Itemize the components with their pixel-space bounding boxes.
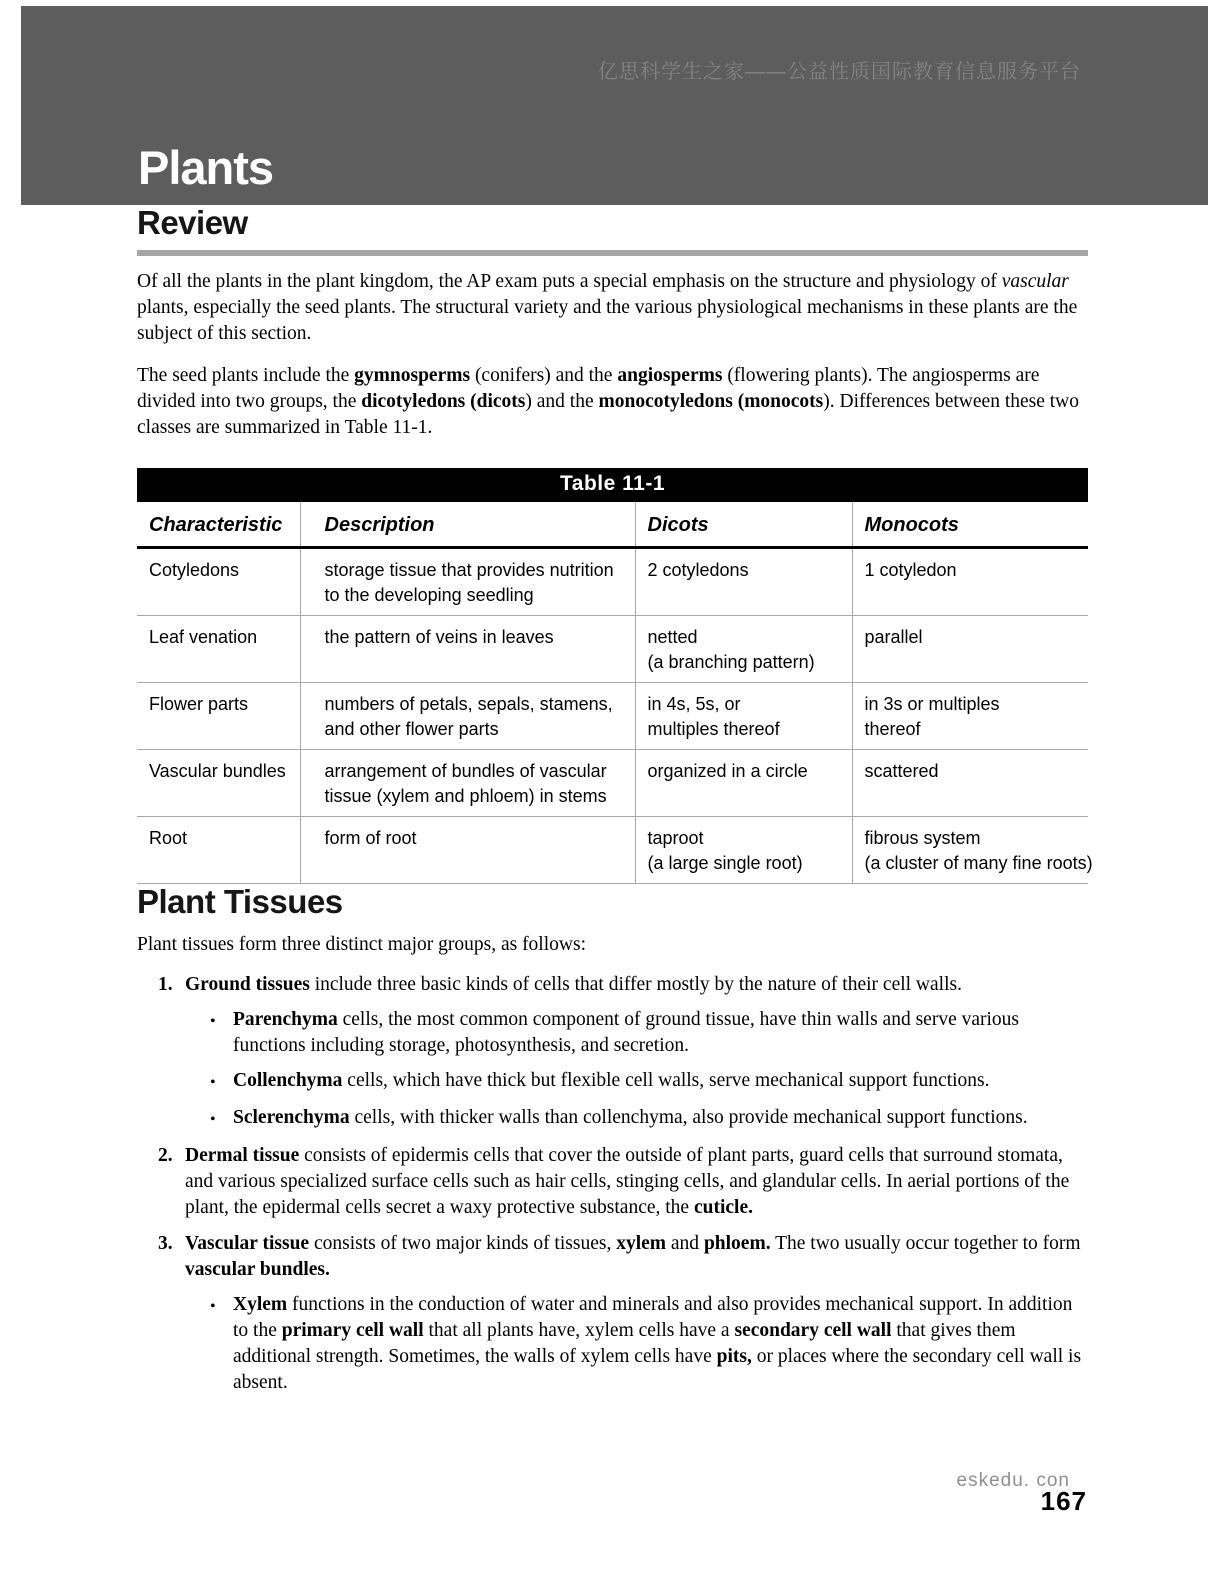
tissues-list bbox=[137, 972, 1088, 1396]
cell-dicots: in 4s, 5s, or multiples thereof bbox=[635, 683, 852, 750]
column-header-description: Description bbox=[300, 502, 635, 548]
bullet-icon: • bbox=[210, 1111, 216, 1128]
bullet-icon: • bbox=[210, 1074, 216, 1091]
review-paragraph: The seed plants include the gymnosperms (conifers) and the angiosperms (flowering plants). The angiosperms are divided into two groups, the dicotyledons (dicots) and the monocotyledons (monocots). Differences between these two classes are summarized in Table 11-1. bbox=[137, 365, 1080, 438]
table-title-row bbox=[137, 468, 1088, 502]
list-item-number: 3. bbox=[158, 1233, 173, 1254]
cell-characteristic: Cotyledons bbox=[149, 560, 240, 580]
cell-dicots: 2 cotyledons bbox=[635, 548, 852, 616]
bullet-item bbox=[137, 1292, 1088, 1396]
review-heading: Review bbox=[137, 204, 248, 241]
cell-dicots: taproot (a large single root) bbox=[635, 817, 852, 884]
table-row bbox=[137, 750, 1088, 817]
cell-monocots: in 3s or multiples thereof bbox=[852, 683, 1088, 750]
bullet-icon: • bbox=[210, 1298, 216, 1315]
cell-description: form of root bbox=[300, 817, 635, 884]
cell-characteristic: Vascular bundles bbox=[137, 750, 300, 817]
cell-description: numbers of petals, sepals, stamens, and other flower parts bbox=[300, 683, 635, 750]
list-item-text: Dermal tissue consists of epidermis cells that cover the outside of plant parts, guard cells that surround stomata, and various specialized surface cells such as hair cells, stinging cells, and glandular cells. In aerial portions of the plant, the epidermal cells secret a waxy protective substance, the cuticle. bbox=[185, 1145, 1070, 1218]
heading-rule bbox=[137, 250, 1088, 256]
bullet-item bbox=[137, 1068, 1088, 1096]
column-header-characteristic: Characteristic bbox=[137, 502, 300, 548]
cell-dicots: organized in a circle bbox=[635, 750, 852, 817]
bullet-item bbox=[137, 1105, 1088, 1133]
plant-tissues-intro: Plant tissues form three distinct major groups, as follows: bbox=[137, 934, 586, 955]
table-row bbox=[137, 616, 1088, 683]
list-item-number: 2. bbox=[158, 1145, 173, 1166]
table-column-header-row bbox=[137, 502, 1088, 548]
cell-dicots: netted (a branching pattern) bbox=[635, 616, 852, 683]
cell-description: the pattern of veins in leaves bbox=[300, 616, 635, 683]
table-11-1 bbox=[137, 468, 1093, 884]
column-header-monocots: Monocots bbox=[852, 502, 1088, 548]
column-header-dicots: Dicots bbox=[635, 502, 852, 548]
cell-characteristic: Leaf venation bbox=[137, 616, 300, 683]
list-item-text: Ground tissues include three basic kinds of cells that differ mostly by the nature of their cell walls. bbox=[185, 974, 962, 995]
bullet-item-text: Collenchyma cells, which have thick but flexible cell walls, serve mechanical support functions. bbox=[233, 1070, 990, 1091]
cell-description: arrangement of bundles of vascular tissue (xylem and phloem) in stems bbox=[300, 750, 635, 817]
list-item bbox=[137, 1231, 1088, 1283]
bullet-icon: • bbox=[210, 1013, 216, 1030]
cell-monocots: parallel bbox=[852, 616, 1088, 683]
footer-site-name: eskedu. con bbox=[956, 1470, 1070, 1491]
table-row bbox=[137, 817, 1088, 884]
table-row bbox=[137, 548, 1088, 616]
bullet-item-text: Parenchyma cells, the most common component of ground tissue, have thin walls and serve various functions including storage, photosynthesis, and secretion. bbox=[233, 1009, 1019, 1056]
cell-characteristic: Flower parts bbox=[137, 683, 300, 750]
plant-tissues-heading: Plant Tissues bbox=[137, 883, 343, 920]
list-item bbox=[137, 972, 1088, 998]
review-paragraph: Of all the plants in the plant kingdom, the AP exam puts a special emphasis on the structure and physiology of vascular plants, especially the seed plants. The structural variety and the various physiological mechanisms in these plants are the subject of this section. bbox=[137, 271, 1078, 344]
cell-monocots: scattered bbox=[852, 750, 1088, 817]
cell-description: storage tissue that provides nutrition to the developing seedling bbox=[300, 548, 635, 616]
bullet-item-text: Xylem functions in the conduction of water and minerals and also provides mechanical support. In addition to the primary cell wall that all plants have, xylem cells have a secondary cell wall that gives them additional strength. Sometimes, the walls of xylem cells have pits, or places where the secondary cell wall is absent. bbox=[233, 1294, 1082, 1393]
page-content bbox=[137, 204, 1093, 1396]
watermark-text: 亿思科学生之家——公益性质国际教育信息服务平台 bbox=[598, 61, 1081, 83]
bullet-item bbox=[137, 1007, 1088, 1059]
cell-characteristic: Root bbox=[137, 817, 300, 884]
table-title: Table 11-1 bbox=[137, 468, 1088, 502]
page-number: 167 bbox=[1040, 1486, 1087, 1516]
list-item-text: Vascular tissue consists of two major kinds of tissues, xylem and phloem. The two usually occur together to form vascular bundles. bbox=[185, 1233, 1081, 1280]
bullet-item-text: Sclerenchyma cells, with thicker walls than collenchyma, also provide mechanical support functions. bbox=[233, 1107, 1028, 1128]
list-item-number: 1. bbox=[158, 974, 173, 995]
table-row bbox=[137, 683, 1088, 750]
cell-monocots: 1 cotyledon bbox=[852, 548, 1088, 616]
cell-monocots: fibrous system (a cluster of many fine roots) bbox=[852, 817, 1088, 884]
chapter-header-band bbox=[21, 6, 1208, 205]
chapter-title: Plants bbox=[138, 141, 274, 194]
list-item bbox=[137, 1143, 1088, 1221]
